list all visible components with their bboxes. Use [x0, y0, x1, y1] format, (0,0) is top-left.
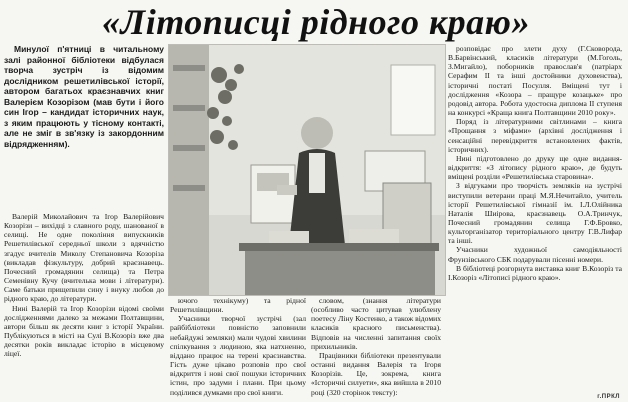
col4-paragraph: Нині підготовлено до друку ще одне видання-відкриття: «З літопису рідного краю», де будуть вміщені розділи «Решетилівська старовина».: [448, 153, 622, 182]
lead-text: Минулої п'ятниці в читальному залі районної бібліотеки відбулася творча зустріч із відомим дослідником решетилівської історії, автором багатьох краєзнавчих книг Валерієм Козорізом (мав бути і його син Ігор – кандидат історичних наук, з яким працюють у тісному контакті, але не зміг в зв'язку із закордонним відрядженням).: [4, 44, 164, 149]
lead-paragraph: [4, 44, 164, 209]
col4-paragraph: З відгуками про творчість земляків на зустрічі виступили ветерани праці М.Я.Нечитайло, учитель історії Решетилівської гімназії ім. І.Л.Олійника Наталія Шиірова, краєзнавець О.А.Тринчук, Почесний громадянин селища Г.Ф.Бровко, культорганізатор територіального центру Г.В.Лифар та інші.: [448, 181, 622, 246]
col1-paragraph: Нині Валерій та Ігор Козорізи відомі своїми дослідженнями далеко за межами Полтавщини, автори більш як десяти книг з історії України. Публікуються в місті на Сулі В.Козоріз вже два десятки років викладає історію в місцевому ліцеї.: [4, 303, 164, 359]
col4-paragraph: Поряд із літературними світлинами – книга «Прощання з міфами» (архівні дослідження і сенсаційні перевідкриття встановлених фактів, історичних).: [448, 117, 622, 154]
col3-paragraph: словом, (знання літератури (особливо часто цитував улюблену поетесу Ліну Костенко, а також відомих класиків красного письменства). Відповів на численні запитання своїх прихильників.: [311, 296, 441, 351]
column-4: [448, 44, 622, 398]
col3-paragraph: Працівники бібліотеки презентували останні видання Валерія та Ігоря Козорізів. Це, зокрема, книга «Історичні силуети», яка вийшла в 2010 році (320 сторінок тексту):: [311, 350, 441, 397]
col2-paragraph: ючого технікуму) та рідної Решетилівщини.: [170, 296, 306, 315]
column-2: [170, 296, 306, 398]
column-1: [4, 212, 164, 398]
col4-paragraph: розповідає про злети духу (Г.Сковорода, В.Барвінський, класиків літератури (М.Гоголь, З.Мигайло), поборників православ'я (патріарх Серафим ІІ та інші достойники духовенства), історичні постаті Посулля. Вміщені тут і дослідження «Козора – пращуре козацьке» про родовід автора. Робота удостоєна диплома ІІ ступеня на конкурсі «Краща книга Полтавщини 2010 року».: [448, 44, 622, 118]
col4-paragraph: В бібліотеці розгорнута виставка книг В.Козоріз та І.Козоріз «Літописі рідного краю».: [448, 263, 622, 282]
headline: «Літописці рідного краю»: [102, 2, 530, 42]
col4-paragraph: Учасники художньої самодіяльності Фрунзівського СБК подарували пісенні номери.: [448, 245, 622, 264]
event-photo: [168, 44, 446, 296]
footer-mark: г.ПРКЛ: [597, 394, 620, 400]
col2-paragraph: Учасники творчої зустрічі (зал райбібліотеки повністю заповнили небайдужі земляки) мали чудові хвилини спілкування з людиною, яка натхненно, віддано працює на терені краєзнавства. Гість дуже цікаво розповів про свої відкриття і нові свої пошуки історичних істин, про задуми і плани. При цьому поділився думками про свої книги.: [170, 314, 306, 397]
col1-paragraph: Валерій Миколайович та Ігор Валерійович Козорізи – вихідці з славного роду, шанованої в селищі. Не одне покоління випускників Решетилівської середньої школи з вдячністю згадує вчителів Миколу Степановича Козоріза (викладав фізкультуру, добрий краєзнавець. Почесний громадянин селища) та Петра Семенівну Кучу (вчителька мови і літератури). Саме батьки прищепили сину і внуку любов до рідного краю, до літератури.: [4, 212, 164, 304]
column-3: [311, 296, 441, 398]
